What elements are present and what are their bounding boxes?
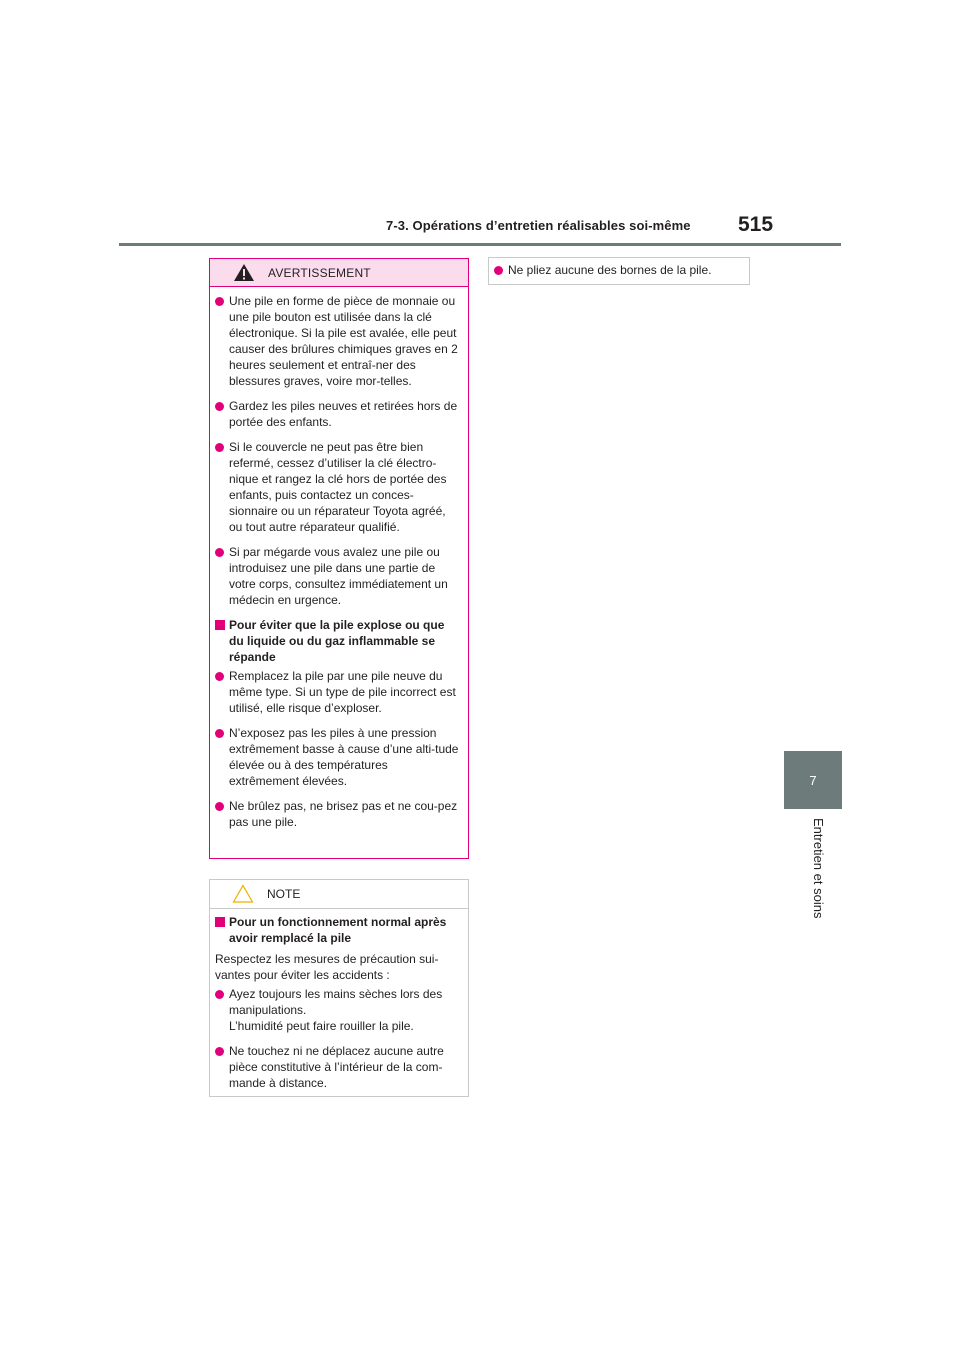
bullet-square-icon: [215, 917, 225, 927]
note-header: [210, 880, 468, 909]
bullet-dot-icon: [215, 729, 224, 738]
page-number: 515: [738, 213, 774, 236]
bullet-dot-icon: [215, 672, 224, 681]
section-title: 7-3. Opérations d’entretien réalisables soi-même: [386, 218, 691, 233]
note-box: [209, 879, 469, 1097]
caution-triangle-icon: [232, 884, 254, 903]
note-content: [210, 909, 468, 1091]
note-subheading: Pour un fonctionnement normal après avoir remplacé la pile: [215, 914, 460, 946]
bullet-dot-icon: [215, 1047, 224, 1056]
chapter-tab: [784, 751, 842, 809]
header-rule: [119, 243, 841, 246]
list-item: Ayez toujours les mains sèches lors des manipulations. L’humidité peut faire rouiller la pile.: [215, 986, 460, 1034]
list-item: Ne pliez aucune des bornes de la pile.: [494, 262, 741, 278]
bullet-dot-icon: [215, 297, 224, 306]
list-item: Si le couvercle ne peut pas être bien refermé, cessez d’utiliser la clé électro-nique et rangez la clé hors de portée des enfants, puis contactez un conces-sionnaire ou un réparateur Toyota agréé, ou tout autre réparateur qualifié.: [215, 439, 460, 535]
bullet-dot-icon: [494, 266, 503, 275]
continuation-content: [489, 258, 749, 278]
list-item: Remplacez la pile par une pile neuve du même type. Si un type de pile incorrect est utilisé, elle risque d’exploser.: [215, 668, 460, 716]
bullet-dot-icon: [215, 802, 224, 811]
list-item: Une pile en forme de pièce de monnaie ou une pile bouton est utilisée dans la clé électronique. Si la pile est avalée, elle peut causer des brûlures chimiques graves en 2 heures seulement et entraî-ner des blessures graves, voire mor-telles.: [215, 293, 460, 389]
chapter-title: Entretien et soins: [811, 818, 826, 919]
warning-content: [210, 287, 468, 830]
bullet-dot-icon: [215, 443, 224, 452]
bullet-dot-icon: [215, 990, 224, 999]
note-intro: Respectez les mesures de précaution sui-vantes pour éviter les accidents :: [215, 952, 439, 982]
list-item: Gardez les piles neuves et retirées hors de portée des enfants.: [215, 398, 460, 430]
bullet-square-icon: [215, 620, 225, 630]
warning-title: AVERTISSEMENT: [268, 266, 371, 280]
continuation-box: [488, 257, 750, 285]
warning-subheading: Pour éviter que la pile explose ou que du liquide ou du gaz inflammable se répande: [215, 617, 460, 665]
warning-triangle-icon: [233, 263, 255, 282]
bullet-dot-icon: [215, 402, 224, 411]
list-item: Ne brûlez pas, ne brisez pas et ne cou-pez pas une pile.: [215, 798, 460, 830]
warning-header: [210, 259, 468, 287]
note-title: NOTE: [267, 887, 301, 901]
list-item: Si par mégarde vous avalez une pile ou introduisez une pile dans une partie de votre corps, consultez immédiatement un médecin en urgence.: [215, 544, 460, 608]
warning-box: [209, 258, 469, 859]
bullet-dot-icon: [215, 548, 224, 557]
list-item: Ne touchez ni ne déplacez aucune autre pièce constitutive à l’intérieur de la com-mande à distance.: [215, 1043, 460, 1091]
chapter-number: 7: [809, 772, 817, 788]
list-item: N’exposez pas les piles à une pression extrêmement basse à cause d’une alti-tude élevée ou à des températures extrêmement élevées.: [215, 725, 460, 789]
